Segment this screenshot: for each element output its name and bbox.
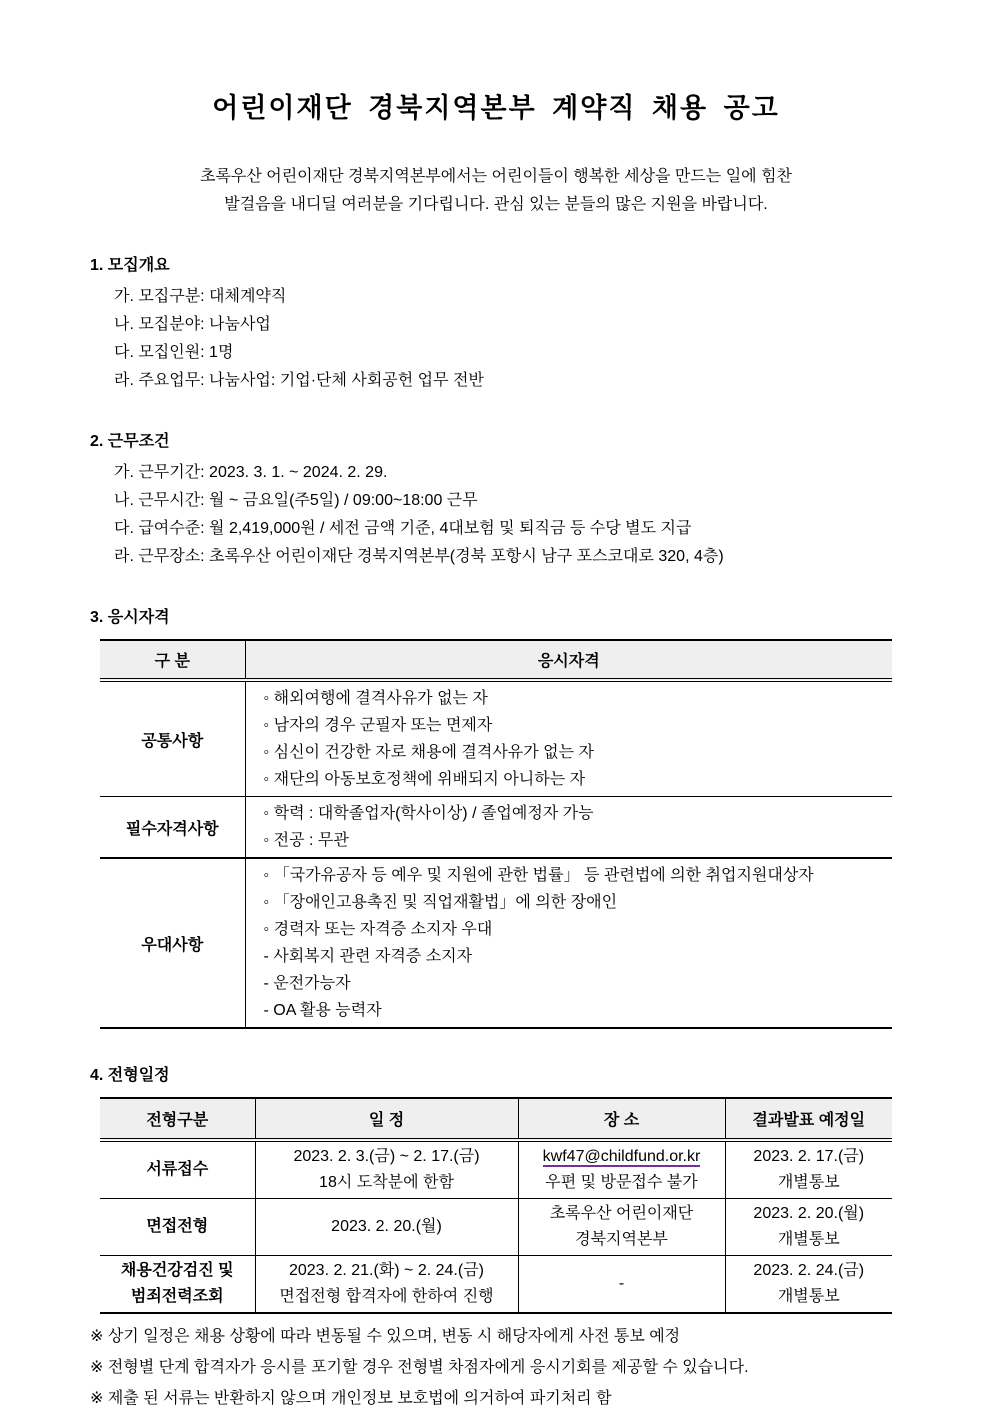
intro-paragraph	[100, 163, 892, 219]
list-item: 가. 모집구분: 대체계약직	[114, 288, 287, 305]
place-cell: 초록우산 어린이재단 경북지역본부	[518, 1199, 725, 1256]
section-heading: 1. 모집개요	[90, 257, 170, 274]
result-cell: 2023. 2. 20.(월) 개별통보	[725, 1199, 892, 1256]
list-item: 라. 주요업무: 나눔사업: 기업·단체 사회공헌 업무 전반	[114, 372, 484, 389]
list-item: 다. 급여수준: 월 2,419,000원 / 세전 금액 기준, 4대보험 및 퇴직금 등 수당 별도 지급	[114, 520, 692, 537]
section-work-conditions	[90, 431, 892, 571]
bullet-line: ◦ 「국가유공자 등 예우 및 지원에 관한 법률」 등 관련법에 의한 취업지원대상자	[263, 867, 814, 884]
list-item: 나. 모집분야: 나눔사업	[114, 316, 271, 333]
bullet-line: ◦ 해외여행에 결격사유가 없는 자	[263, 690, 488, 707]
bullet-line: ◦ 전공 : 무관	[263, 832, 349, 849]
section-heading: 2. 근무조건	[90, 433, 170, 450]
row-content	[245, 680, 892, 797]
row-label: 필수자격사항	[100, 797, 245, 859]
row-label: 서류접수	[146, 1161, 209, 1178]
note-line: ※ 제출 된 서류는 반환하지 않으며 개인정보 보호법에 의거하여 파기처리 함	[90, 1390, 612, 1407]
column-header: 응시자격	[245, 640, 892, 680]
bullet-line: ◦ 재단의 아동보호정책에 위배되지 아니하는 자	[263, 771, 586, 788]
place-cell: -	[518, 1256, 725, 1314]
dash-line: - 사회복지 관련 자격증 소지자	[263, 948, 473, 965]
list-item: 라. 근무장소: 초록우산 어린이재단 경북지역본부(경북 포항시 남구 포스코대로 320, 4층)	[114, 548, 724, 565]
note-line: ※ 전형별 단계 합격자가 응시를 포기할 경우 전형별 차점자에게 응시기회를 제공할 수 있습니다.	[90, 1359, 749, 1376]
table-row-interview	[100, 1199, 892, 1256]
table-header-row	[100, 640, 892, 680]
row-label: 공통사항	[141, 732, 204, 750]
list-item: 다. 모집인원: 1명	[114, 344, 234, 361]
section-qualifications	[90, 607, 892, 1029]
bullet-line: ◦ 남자의 경우 군필자 또는 면제자	[263, 717, 493, 734]
work-conditions-list	[100, 459, 892, 571]
place-cell: kwf47@childfund.or.kr 우편 및 방문접수 불가	[518, 1140, 725, 1199]
bullet-line: ◦ 「장애인고용촉진 및 직업재활법」에 의한 장애인	[263, 894, 618, 911]
row-label: 채용건강검진 및 범죄전력조회	[100, 1256, 255, 1314]
column-header: 장 소	[518, 1098, 725, 1140]
row-label: 우대사항	[100, 858, 245, 1028]
bullet-line: ◦ 심신이 건강한 자로 채용에 결격사유가 없는 자	[263, 744, 594, 761]
intro-line: 초록우산 어린이재단 경북지역본부에서는 어린이들이 행복한 세상을 만드는 일에 힘찬	[200, 168, 792, 185]
section-heading: 3. 응시자격	[90, 609, 170, 626]
table-header-row	[100, 1098, 892, 1140]
column-header: 구 분	[100, 640, 245, 680]
schedule-cell: 2023. 2. 20.(월)	[255, 1199, 518, 1256]
section-recruit-overview	[90, 255, 892, 395]
bullet-line: ◦ 경력자 또는 자격증 소지자 우대	[263, 921, 493, 938]
column-header: 전형구분	[100, 1098, 255, 1140]
section-schedule	[90, 1065, 892, 1314]
section-heading: 4. 전형일정	[90, 1067, 170, 1084]
row-content	[245, 858, 892, 1028]
dash-line: - OA 활용 능력자	[263, 1002, 382, 1019]
result-cell: 2023. 2. 17.(금) 개별통보	[725, 1140, 892, 1199]
schedule-table	[100, 1097, 892, 1314]
recruit-overview-list	[100, 283, 892, 395]
schedule-cell: 2023. 2. 21.(화) ~ 2. 24.(금) 면접전형 합격자에 한하여 진행	[255, 1256, 518, 1314]
list-item: 나. 근무시간: 월 ~ 금요일(주5일) / 09:00~18:00 근무	[114, 492, 478, 509]
table-row-required	[100, 797, 892, 859]
column-header: 일 정	[255, 1098, 518, 1140]
table-row-healthcheck	[100, 1256, 892, 1314]
dash-line: - 운전가능자	[263, 975, 351, 992]
note-line: ※ 상기 일정은 채용 상황에 따라 변동될 수 있으며, 변동 시 해당자에게 사전 통보 예정	[90, 1328, 681, 1345]
row-content	[245, 797, 892, 859]
footer-notes	[90, 1321, 892, 1414]
bullet-line: ◦ 학력 : 대학졸업자(학사이상) / 졸업예정자 가능	[263, 805, 594, 822]
list-item: 가. 근무기간: 2023. 3. 1. ~ 2024. 2. 29.	[114, 464, 388, 481]
column-header: 결과발표 예정일	[725, 1098, 892, 1140]
table-row-application	[100, 1140, 892, 1199]
qualification-table	[100, 639, 892, 1029]
table-row-preferred	[100, 858, 892, 1028]
email-link[interactable]: kwf47@childfund.or.kr	[542, 1148, 701, 1165]
schedule-cell: 2023. 2. 3.(금) ~ 2. 17.(금) 18시 도착분에 한함	[255, 1140, 518, 1199]
result-cell: 2023. 2. 24.(금) 개별통보	[725, 1256, 892, 1314]
row-label: 면접전형	[100, 1199, 255, 1256]
intro-line: 발걸음을 내디딜 여러분을 기다립니다. 관심 있는 분들의 많은 지원을 바랍니다.	[224, 196, 768, 213]
page-title: 어린이재단 경북지역본부 계약직 채용 공고	[212, 93, 780, 123]
table-row-common	[100, 680, 892, 797]
